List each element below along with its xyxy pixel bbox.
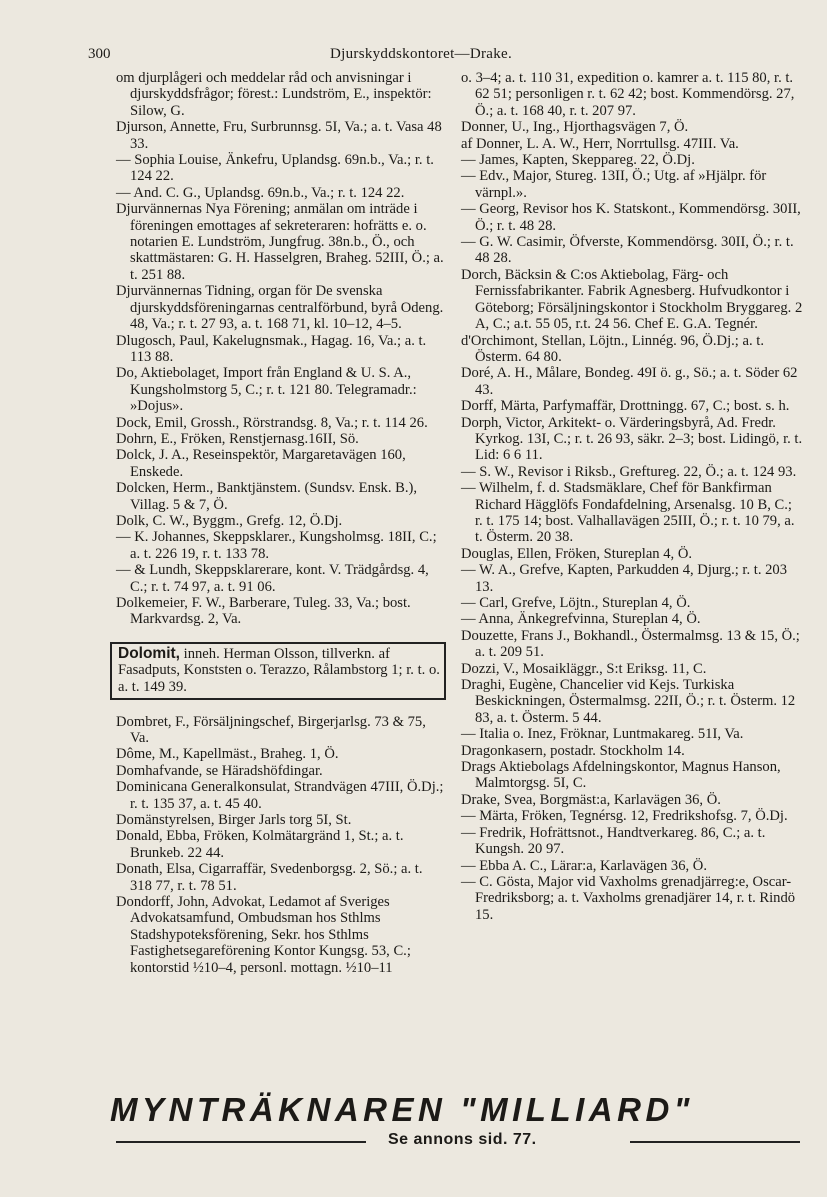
directory-entry: Dlugosch, Paul, Kakelugnsmak., Hagag. 16, Va.; a. t. 113 88.	[116, 332, 427, 365]
directory-entry: Dozzi, V., Mosaikläggr., S:t Eriksg. 11, C.	[461, 660, 707, 677]
page-number: 300	[88, 46, 111, 62]
directory-entry: Dolk, C. W., Byggm., Grefg. 12, Ö.Dj.	[116, 512, 343, 529]
directory-entry: Domänstyrelsen, Birger Jarls torg 5I, St.	[116, 812, 352, 829]
directory-entry: Dohrn, E., Fröken, Renstjernasg.16II, Sö.	[116, 430, 359, 447]
directory-entry: d'Orchimont, Stellan, Löjtn., Linnég. 96, Ö.Dj.; a. t. Österm. 64 80.	[461, 332, 764, 365]
directory-entry: — Edv., Major, Stureg. 13II, Ö.; Utg. af »Hjälpr. för värnpl.».	[461, 168, 767, 201]
directory-entry: om djurplågeri och meddelar råd och anvisningar i djurskyddsfrågor; förest.: Lundström, E., inspektör: Silow, G.	[116, 70, 432, 119]
directory-entry: Donner, U., Ing., Hjorthagsvägen 7, Ö.	[461, 119, 689, 136]
directory-entry: — Sophia Louise, Änkefru, Uplandsg. 69n.b., Va.; r. t. 124 22.	[116, 152, 434, 185]
directory-entry: — And. C. G., Uplandsg. 69n.b., Va.; r. t. 124 22.	[116, 184, 405, 201]
directory-entry: o. 3–4; a. t. 110 31, expedition o. kamrer a. t. 115 80, r. t. 62 51; personligen r. t. 62 42; bost. Kommendörsg. 27, Ö.; a. t. 168 40, r. t. 207 97.	[461, 70, 795, 119]
directory-entry: — Italia o. Inez, Fröknar, Luntmakareg. 51I, Va.	[461, 726, 744, 743]
directory-entry: Drake, Svea, Borgmäst:a, Karlavägen 36, Ö.	[461, 791, 721, 808]
directory-entry: Dominicana Generalkonsulat, Strandvägen 47III, Ö.Dj.; r. t. 135 37, a. t. 45 40.	[116, 779, 444, 812]
directory-entry: Dolcken, Herm., Banktjänstem. (Sundsv. Ensk. B.), Villag. 5 & 7, Ö.	[116, 480, 418, 513]
directory-entry: — Märta, Fröken, Tegnérsg. 12, Fredrikshofsg. 7, Ö.Dj.	[461, 808, 788, 825]
directory-entry: — S. W., Revisor i Riksb., Greftureg. 22, Ö.; a. t. 124 93.	[461, 463, 797, 480]
directory-entry: — G. W. Casimir, Öfverste, Kommendörsg. 30II, Ö.; r. t. 48 28.	[461, 234, 794, 267]
directory-entry: Djurvännernas Tidning, organ för De svenska djurskyddsföreningarnas centralförbund, byrå Odeng. 48, Va.; r. t. 27 93, a. t. 168 71, kl. 10–12, 4–5.	[116, 283, 444, 333]
running-head: Djurskyddskontoret—Drake.	[330, 46, 513, 62]
directory-entry: Douglas, Ellen, Fröken, Stureplan 4, Ö.	[461, 545, 693, 562]
directory-entry: Donath, Elsa, Cigarraffär, Svedenborgsg. 2, Sö.; a. t. 318 77, r. t. 78 51.	[116, 861, 423, 894]
directory-entry: Domhafvande, se Häradshöfdingar.	[116, 762, 323, 779]
directory-entry: — & Lundh, Skeppsklarerare, kont. V. Trädgårdsg. 4, C.; r. t. 74 97, a. t. 91 06.	[116, 562, 429, 595]
directory-entry: Dorph, Victor, Arkitekt- o. Värderingsbyrå, Ad. Fredr. Kyrkog. 13I, C.; r. t. 26 93, säkr. 2–3; bost. Lidingö, r. t. Lid: 6 6 11.	[461, 414, 803, 464]
ad-headline: MYNTRÄKNAREN "MILLIARD"	[110, 1091, 694, 1128]
directory-entry: Donald, Ebba, Fröken, Kolmätargränd 1, St.; a. t. Brunkeb. 22 44.	[116, 828, 404, 861]
directory-entry: — Anna, Änkegrefvinna, Stureplan 4, Ö.	[461, 611, 701, 628]
left-column	[116, 70, 446, 976]
directory-entry: Dombret, F., Försäljningschef, Birgerjarlsg. 73 & 75, Va.	[116, 713, 426, 746]
ad-rule-left	[116, 1141, 366, 1143]
directory-entry: Djurvännernas Nya Förening; anmälan om inträde i föreningen emottages af sekreteraren: hofrätts e. o. notarien E. Lundström, Jungfrug. 38n.b., Ö., och skattmästaren: G. H. Hasselgren, Braheg. 52III, Ö.; a. t. 251 88.	[116, 201, 444, 283]
directory-entry: Draghi, Eugène, Chancelier vid Kejs. Turkiska Beskickningen, Östermalmsg. 22II, Ö.; r. t. Österm. 12 83, a. t. Österm. 5 44.	[461, 677, 796, 726]
directory-entry: — K. Johannes, Skeppsklarer., Kungsholmsg. 18II, C.; a. t. 226 19, r. t. 133 78.	[116, 529, 437, 562]
directory-entry: — C. Gösta, Major vid Vaxholms grenadjärreg:e, Oscar-Fredriksborg; a. t. Vaxholms grenadjärer 14, r. t. Rindö 15.	[461, 873, 796, 923]
directory-entry: Dragonkasern, postadr. Stockholm 14.	[461, 742, 685, 759]
ad-subline: Se annons sid. 77.	[388, 1131, 537, 1148]
directory-entry: Dondorff, John, Advokat, Ledamot af Sveriges Advokatsamfund, Ombudsman hos Sthlms Stadshypoteksförening, Sekr. hos Sthlms Fastighetsegareförening Kontor Kungsg. 53, C.; kontorstid ½10–4, personl. mottagn. ½10–11	[116, 894, 411, 976]
directory-entry: — Carl, Grefve, Löjtn., Stureplan 4, Ö.	[461, 595, 691, 611]
directory-entry: Dolck, J. A., Reseinspektör, Margaretavägen 160, Enskede.	[116, 447, 406, 480]
boxed-entry-text: inneh. Herman Olsson, tillverkn. af Fasadputs, Konststen o. Terazzo, Rålambstorg 1; r. t. o. a. t. 149 39.	[118, 645, 440, 695]
directory-entry: Drags Aktiebolags Afdelningskontor, Magnus Hanson, Malmtorgsg. 5I, C.	[461, 759, 781, 792]
ad-subline-row	[110, 1131, 810, 1153]
directory-entry: — Fredrik, Hofrättsnot., Handtverkareg. 86, C.; a. t. Kungsh. 20 97.	[461, 824, 766, 858]
directory-entry: — Ebba A. C., Lärar:a, Karlavägen 36, Ö.	[461, 857, 707, 874]
directory-entry: Dorch, Bäcksin & C:os Aktiebolag, Färg- och Fernissfabrikanter. Fabrik Agnesberg. Hufvudkontor i Göteborg; Försäljningskontor i Stockholm Bryggareg. 2 A, C.; a.t. 55 05, r.t. 24 56. Chef E. G.A. Tegnér.	[461, 266, 803, 333]
directory-entry: Djurson, Annette, Fru, Surbrunnsg. 5I, Va.; a. t. Vasa 48 33.	[116, 119, 442, 152]
right-column	[461, 70, 803, 923]
directory-entry: Dolkemeier, F. W., Barberare, Tuleg. 33, Va.; bost. Markvardsg. 2, Va.	[116, 595, 411, 628]
directory-entry: af Donner, L. A. W., Herr, Norrtullsg. 47III. Va.	[461, 135, 739, 152]
directory-entry: Do, Aktiebolaget, Import från England & U. S. A., Kungsholmstorg 5, C.; r. t. 121 80. Telegramadr.: »Dojus».	[116, 365, 417, 415]
directory-entry: — W. A., Grefve, Kapten, Parkudden 4, Djurg.; r. t. 203 13.	[461, 562, 788, 595]
boxed-entry-name: Dolomit,	[118, 644, 180, 662]
boxed-advertisement-entry	[110, 642, 446, 700]
directory-entry: Doré, A. H., Målare, Bondeg. 49I ö. g., Sö.; a. t. Söder 62 43.	[461, 365, 798, 398]
directory-entry: Dock, Emil, Grossh., Rörstrandsg. 8, Va.; r. t. 114 26.	[116, 414, 428, 431]
advertisement	[110, 1091, 810, 1153]
directory-entry: — Wilhelm, f. d. Stadsmäklare, Chef för Bankfirman Richard Hägglöfs Fondafdelning, Arsenalsg. 10 B, C.; r. t. 175 14; bost. Valhallavägen 25III, Ö.; r. t. 10 79, a. t. Österm. 20 38.	[461, 480, 795, 546]
directory-entry: Douzette, Frans J., Bokhandl., Östermalmsg. 13 & 15, Ö.; a. t. 209 51.	[461, 627, 800, 661]
directory-entry: Dorff, Märta, Parfymaffär, Drottningg. 67, C.; bost. s. h.	[461, 398, 790, 415]
directory-entry: Dôme, M., Kapellmäst., Braheg. 1, Ö.	[116, 746, 339, 763]
directory-entry: — James, Kapten, Skeppareg. 22, Ö.Dj.	[461, 152, 695, 169]
directory-entry: — Georg, Revisor hos K. Statskont., Kommendörsg. 30II, Ö.; r. t. 48 28.	[461, 201, 801, 234]
ad-rule-right	[630, 1141, 800, 1143]
